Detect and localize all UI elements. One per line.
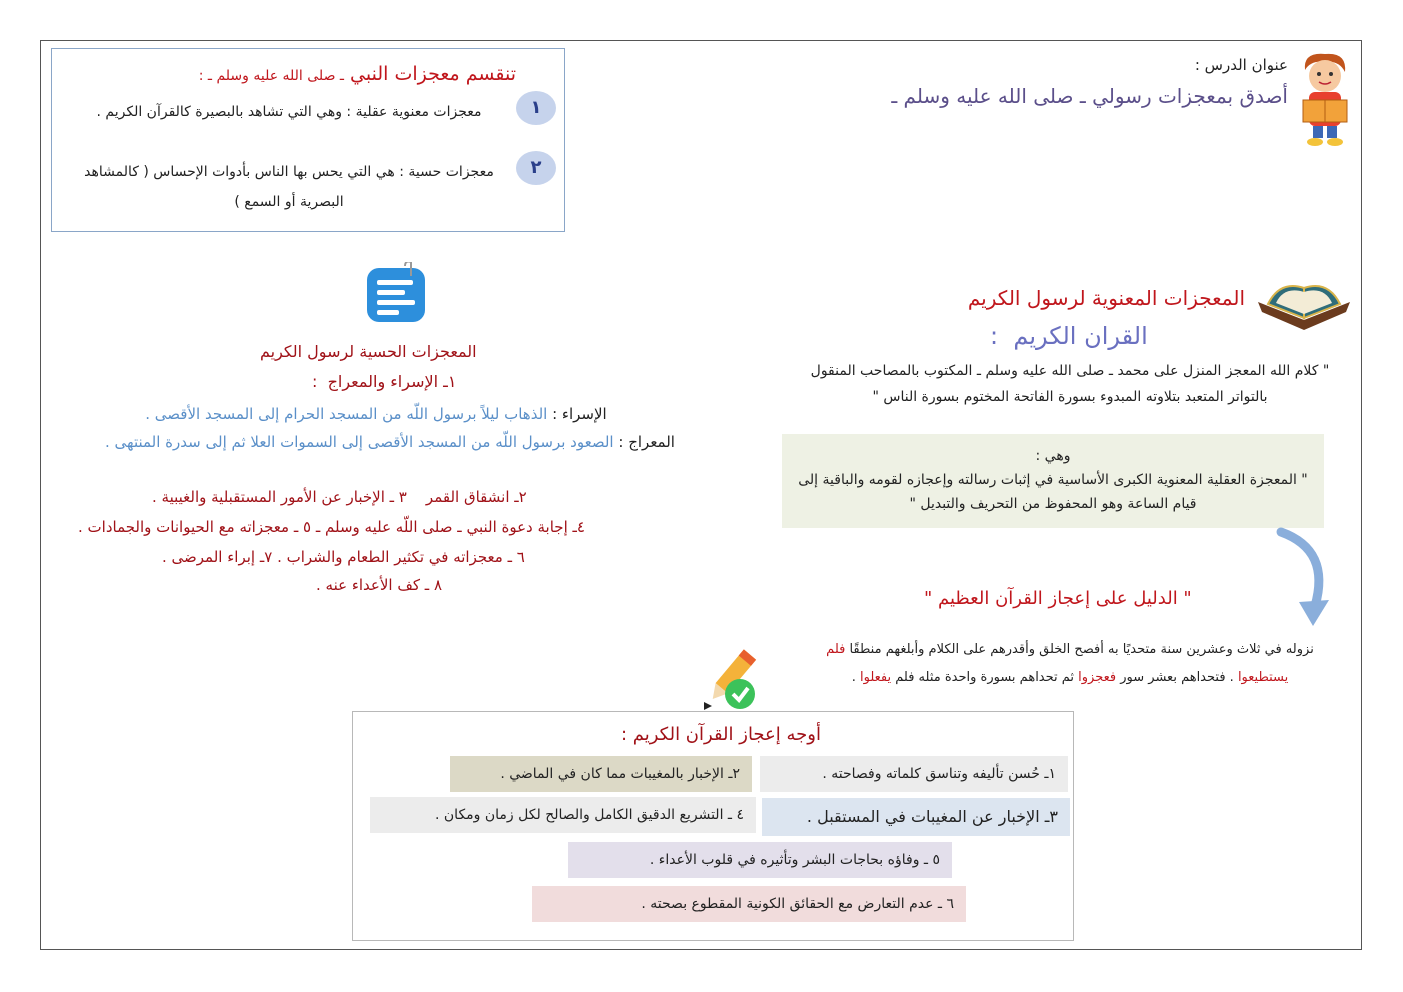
sensory-item-1: ١ـ الإسراء والمعراج : — [312, 372, 457, 391]
quran-is-label: وهي : — [1035, 448, 1071, 464]
division-item-2 — [66, 151, 556, 211]
miraj-text: الصعود برسول اللّه من المسجد الأقصى إلى السموات العلا ثم إلى سدرة المنتهى . — [105, 433, 619, 451]
sensory-line-4: ٦ ـ معجزاته في تكثير الطعام والشراب . ٧ـ إبراء المرضى . — [162, 548, 525, 566]
boy-reading-icon — [1293, 48, 1357, 148]
quran-is-box — [782, 434, 1324, 528]
proof-red-2: فعجزوا — [1078, 670, 1117, 685]
division-text-1: معجزات معنوية عقلية : وهي التي تشاهد بالبصيرة كالقرآن الكريم . — [96, 104, 482, 120]
aspect-item-2: ٢ـ الإخبار بالمغيبات مما كان في الماضي . — [450, 756, 752, 792]
proof-red-1: فلم يستطيعوا — [826, 642, 1289, 685]
sensory-line-2: ٢ـ انشقاق القمر ٣ ـ الإخبار عن الأمور المستقبلية والغيبية . — [152, 488, 527, 506]
number-badge-2: ٢ — [516, 151, 556, 185]
aspect-item-6: ٦ ـ عدم التعارض مع الحقائق الكونية المقطوع بصحته . — [532, 886, 966, 922]
proof-part-1: نزوله في ثلاث وعشرين سنة متحديًا به أفصح الخلق وأقدرهم على الكلام وأبلغهم منطقًا — [845, 642, 1314, 657]
division-item-1 — [66, 91, 556, 151]
lesson-title: أصدق بمعجزات رسولي ـ صلى الله عليه وسلم ـ — [891, 84, 1288, 108]
sensory-line-3: ٤ـ إجابة دعوة النبي ـ صلى اللّه عليه وسلم ـ ٥ ـ معجزاته مع الحيوانات والجمادات . — [78, 518, 585, 536]
isra-line — [70, 400, 682, 428]
moral-heading: المعجزات المعنوية لرسول الكريم — [967, 286, 1245, 310]
proof-part-2: . فتحداهم بعشر سور — [1116, 670, 1238, 685]
proof-heading: " الدليل على إعجاز القرآن العظيم " — [924, 588, 1192, 609]
proof-text — [800, 636, 1340, 692]
aspect-item-4: ٤ ـ التشريع الدقيق الكامل والصالح لكل زمان ومكان . — [370, 797, 756, 833]
isra-label: الإسراء : — [552, 405, 607, 423]
division-text-2: معجزات حسية : هي التي يحس بها الناس بأدوات الإحساس ( كالمشاهد البصرية أو السمع ) — [84, 164, 494, 210]
proof-part-3: ثم تحداهم بسورة واحدة مثله فلم — [891, 670, 1079, 685]
aspect-item-3: ٣ـ الإخبار عن المغيبات في المستقبل . — [762, 798, 1070, 836]
sensory-line-5: ٨ ـ كف الأعداء عنه . — [316, 576, 443, 594]
aspects-heading: أوجه إعجاز القرآن الكريم : — [620, 724, 821, 745]
lesson-label: عنوان الدرس : — [1194, 56, 1288, 74]
sensory-heading: المعجزات الحسية لرسول الكريم — [260, 342, 477, 361]
quran-icon — [1250, 272, 1358, 332]
divisions-heading — [199, 63, 516, 85]
proof-red-3: يفعلوا — [860, 670, 892, 685]
number-badge-1: ١ — [516, 91, 556, 125]
moral-subheading: القران الكريم : — [990, 322, 1148, 350]
aspect-item-1: ١ـ حُسن تأليفه وتناسق كلماته وفصاحته . — [760, 756, 1068, 792]
quran-is-text: " المعجزة العقلية المعنوية الكبرى الأساسية في إثبات رسالته وإعجازه لقومه والباقية إلى قيام الساعة وهو المحفوظ من التحريف والتبديل " — [798, 472, 1308, 512]
curved-arrow-icon — [1275, 526, 1335, 630]
aspect-item-5: ٥ ـ وفاؤه بحاجات البشر وتأثيره في قلوب الأعداء . — [568, 842, 952, 878]
divisions-heading-main: تنقسم معجزات النبي — [344, 63, 516, 85]
miraj-label: المعراج : — [618, 433, 675, 451]
proof-part-4: . — [851, 670, 860, 685]
divisions-box — [51, 48, 565, 232]
miraj-line — [62, 428, 718, 456]
divisions-heading-suffix: ـ صلى الله عليه وسلم ـ : — [198, 68, 345, 84]
pencil-check-icon — [702, 646, 762, 712]
quran-definition: " كلام الله المعجز المنزل على محمد ـ صلى الله عليه وسلم ـ المكتوب بالمصاحب المنقول بالتواتر المتعبد بتلاوته المبدوء بسورة الفاتحة المختوم بسورة الناس " — [810, 363, 1330, 405]
isra-text: الذهاب ليلاً برسول اللّه من المسجد الحرام إلى المسجد الأقصى . — [145, 405, 553, 423]
notes-icon — [365, 262, 429, 324]
